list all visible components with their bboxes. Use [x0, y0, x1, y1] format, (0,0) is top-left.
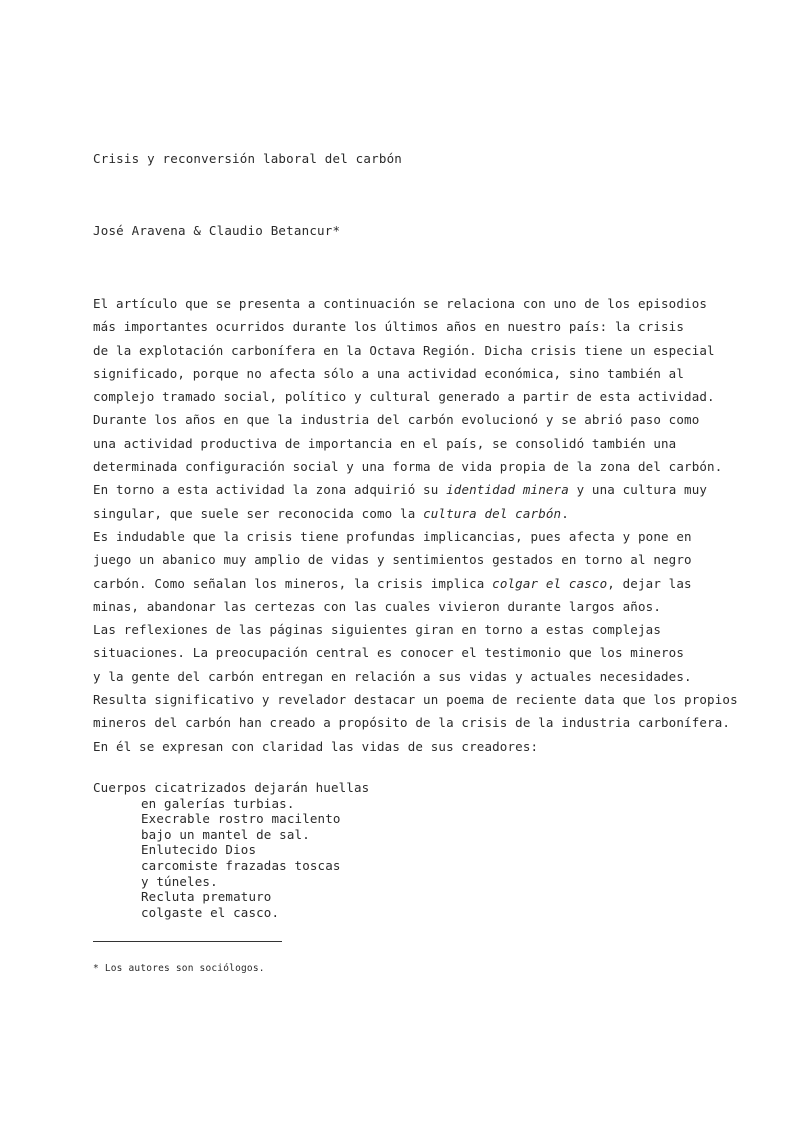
- poem-line: Enlutecido Dios: [141, 842, 257, 858]
- body-line: más importantes ocurridos durante los últimos años en nuestro país: la crisis: [93, 319, 685, 335]
- body-line-text: carbón. Como señalan los mineros, la crisis implica: [93, 575, 493, 591]
- body-line: mineros del carbón han creado a propósito de la crisis de la industria carbonífera.: [93, 715, 731, 731]
- article-authors: José Aravena & Claudio Betancur*: [93, 223, 341, 238]
- footnote: * Los autores son sociólogos.: [93, 963, 265, 974]
- body-line: [93, 478, 713, 501]
- body-line: En él se expresan con claridad las vidas de sus creadores:: [93, 738, 539, 754]
- body-line: El artículo que se presenta a continuación se relaciona con uno de los episodios: [93, 296, 708, 311]
- body-line-text: singular, que suele ser reconocida como la: [93, 505, 424, 521]
- poem-line: y túneles.: [141, 873, 218, 889]
- body-line-emphasis: colgar el casco: [492, 575, 608, 591]
- body-line-emphasis: identidad minera: [446, 482, 569, 498]
- footnote-divider: [93, 941, 282, 942]
- body-line: de la explotación carbonífera en la Octava Región. Dicha crisis tiene un especial: [93, 342, 715, 358]
- body-line-text: y una cultura muy: [568, 482, 708, 498]
- body-line: determinada configuración social y una forma de vida propia de la zona del carbón.: [93, 459, 723, 475]
- body-line: y la gente del carbón entregan en relación a sus vidas y actuales necesidades.: [93, 668, 692, 684]
- poem-line: carcomiste frazadas toscas: [141, 857, 341, 873]
- poem-line: Execrable rostro macilento: [141, 811, 341, 827]
- body-line: Durante los años en que la industria del carbón evolucionó y se abrió paso como: [93, 412, 700, 428]
- body-line: complejo tramado social, político y cultural generado a partir de esta actividad.: [93, 389, 715, 405]
- poem-line: colgaste el casco.: [141, 904, 280, 920]
- body-line: minas, abandonar las certezas con las cuales vivieron durante largos años.: [93, 598, 661, 614]
- body-line-text: En torno a esta actividad la zona adquirió su: [93, 482, 447, 498]
- body-line-emphasis: cultura del carbón: [423, 505, 562, 521]
- poem: [93, 780, 369, 920]
- body-line-text: , dejar las: [607, 575, 692, 591]
- body-line: juego un abanico muy amplio de vidas y sentimientos gestados en torno al negro: [93, 552, 692, 568]
- body-line: significado, porque no afecta sólo a una actividad económica, sino también al: [93, 365, 685, 381]
- poem-line: Cuerpos cicatrizados dejarán huellas: [93, 780, 370, 795]
- article-title: Crisis y reconversión laboral del carbón: [93, 151, 403, 166]
- body-line: Las reflexiones de las páginas siguientes giran en torno a estas complejas: [93, 622, 661, 638]
- body-line-text: .: [561, 505, 569, 521]
- body-line: Resulta significativo y revelador destacar un poema de reciente data que los propios: [93, 692, 738, 708]
- poem-line: Recluta prematuro: [141, 889, 272, 905]
- poem-line: en galerías turbias.: [141, 795, 295, 811]
- poem-line: bajo un mantel de sal.: [141, 826, 310, 842]
- article-body: [93, 292, 738, 758]
- body-line: una actividad productiva de importancia en el país, se consolidó también una: [93, 435, 677, 451]
- body-line: situaciones. La preocupación central es conocer el testimonio que los mineros: [93, 645, 685, 661]
- body-line: [93, 572, 713, 595]
- body-line: [93, 502, 713, 525]
- body-line: Es indudable que la crisis tiene profundas implicancias, pues afecta y pone en: [93, 528, 692, 544]
